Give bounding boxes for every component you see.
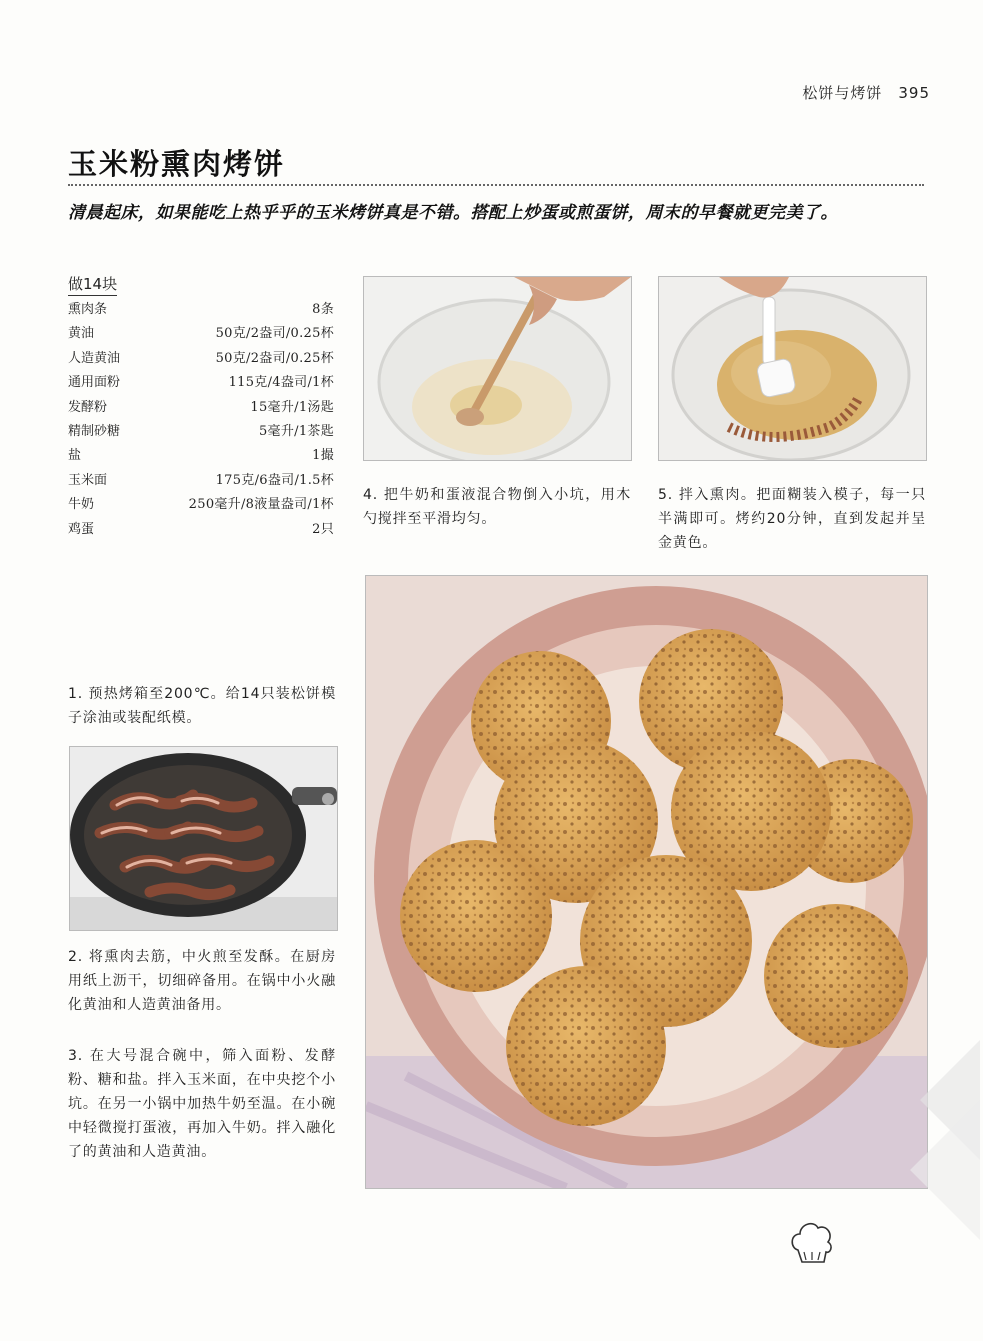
ingredient-name: 通用面粉 <box>68 375 121 391</box>
step-1: 1. 预热烤箱至200℃。给14只装松饼模子涂油或装配纸模。 <box>68 686 336 726</box>
ingredient-quantity: 175克/6盎司/1.5杯 <box>215 472 334 488</box>
ingredient-row <box>68 322 334 346</box>
ingredient-quantity: 115克/4盎司/1杯 <box>228 375 334 391</box>
ingredient-quantity: 2只 <box>312 521 334 537</box>
ingredient-quantity: 50克/2盎司/0.25杯 <box>215 326 334 342</box>
ingredient-name: 黄油 <box>68 326 95 342</box>
frying-bacon-photo <box>69 746 338 931</box>
ingredient-name: 人造黄油 <box>68 350 121 366</box>
ingredient-row <box>68 444 334 468</box>
step-5: 5. 拌入熏肉。把面糊装入模子，每一只半满即可。烤约20分钟，直到发起并呈金黄色。 <box>658 487 926 551</box>
ingredient-row <box>68 518 334 542</box>
ingredient-quantity: 5毫升/1茶匙 <box>258 423 334 439</box>
section-name: 松饼与烤饼 <box>802 84 883 102</box>
running-header <box>760 82 930 103</box>
ingredient-row <box>68 298 334 322</box>
step-4: 4. 把牛奶和蛋液混合物倒入小坑，用木勺搅拌至平滑均匀。 <box>363 487 631 527</box>
ingredient-row <box>68 469 334 493</box>
watermark-icon <box>880 1040 980 1240</box>
ingredient-name: 牛奶 <box>68 497 95 513</box>
page-number: 395 <box>898 84 930 102</box>
finished-muffins-photo <box>365 575 928 1189</box>
ingredients-list <box>68 273 334 542</box>
title-divider <box>68 184 924 186</box>
ingredient-quantity: 1撮 <box>312 448 334 464</box>
ingredient-row <box>68 396 334 420</box>
ingredient-name: 精制砂糖 <box>68 423 121 439</box>
recipe-intro: 清晨起床，如果能吃上热乎乎的玉米烤饼真是不错。搭配上炒蛋或煎蛋饼，周末的早餐就更完美了。 <box>68 203 838 223</box>
ingredient-row <box>68 371 334 395</box>
ingredient-quantity: 50克/2盎司/0.25杯 <box>215 350 334 366</box>
recipe-title: 玉米粉熏肉烤饼 <box>68 147 286 181</box>
chef-hat-icon <box>788 1216 836 1266</box>
mixing-bowl-photo <box>363 276 632 461</box>
batter-bowl-photo <box>658 276 927 461</box>
ingredient-row <box>68 493 334 517</box>
ingredient-row <box>68 347 334 371</box>
yield-heading: 做14块 <box>68 273 117 296</box>
ingredient-name: 盐 <box>68 448 82 464</box>
ingredient-name: 熏肉条 <box>68 302 108 317</box>
ingredient-name: 玉米面 <box>68 472 108 488</box>
ingredient-quantity: 250毫升/8液量盎司/1杯 <box>188 497 334 513</box>
ingredient-name: 鸡蛋 <box>68 521 95 537</box>
ingredient-rows <box>68 298 334 542</box>
ingredient-quantity: 8条 <box>312 302 334 317</box>
ingredient-name: 发酵粉 <box>68 399 108 415</box>
step-3: 3. 在大号混合碗中，筛入面粉、发酵粉、糖和盐。拌入玉米面，在中央挖个小坑。在另一小锅中加热牛奶至温。在小碗中轻微搅打蛋液，再加入牛奶。拌入融化了的黄油和人造黄油。 <box>68 1048 336 1160</box>
step-2: 2. 将熏肉去筋，中火煎至发酥。在厨房用纸上沥干，切细碎备用。在锅中小火融化黄油和人造黄油备用。 <box>68 949 336 1013</box>
ingredient-row <box>68 420 334 444</box>
ingredient-quantity: 15毫升/1汤匙 <box>250 399 334 415</box>
